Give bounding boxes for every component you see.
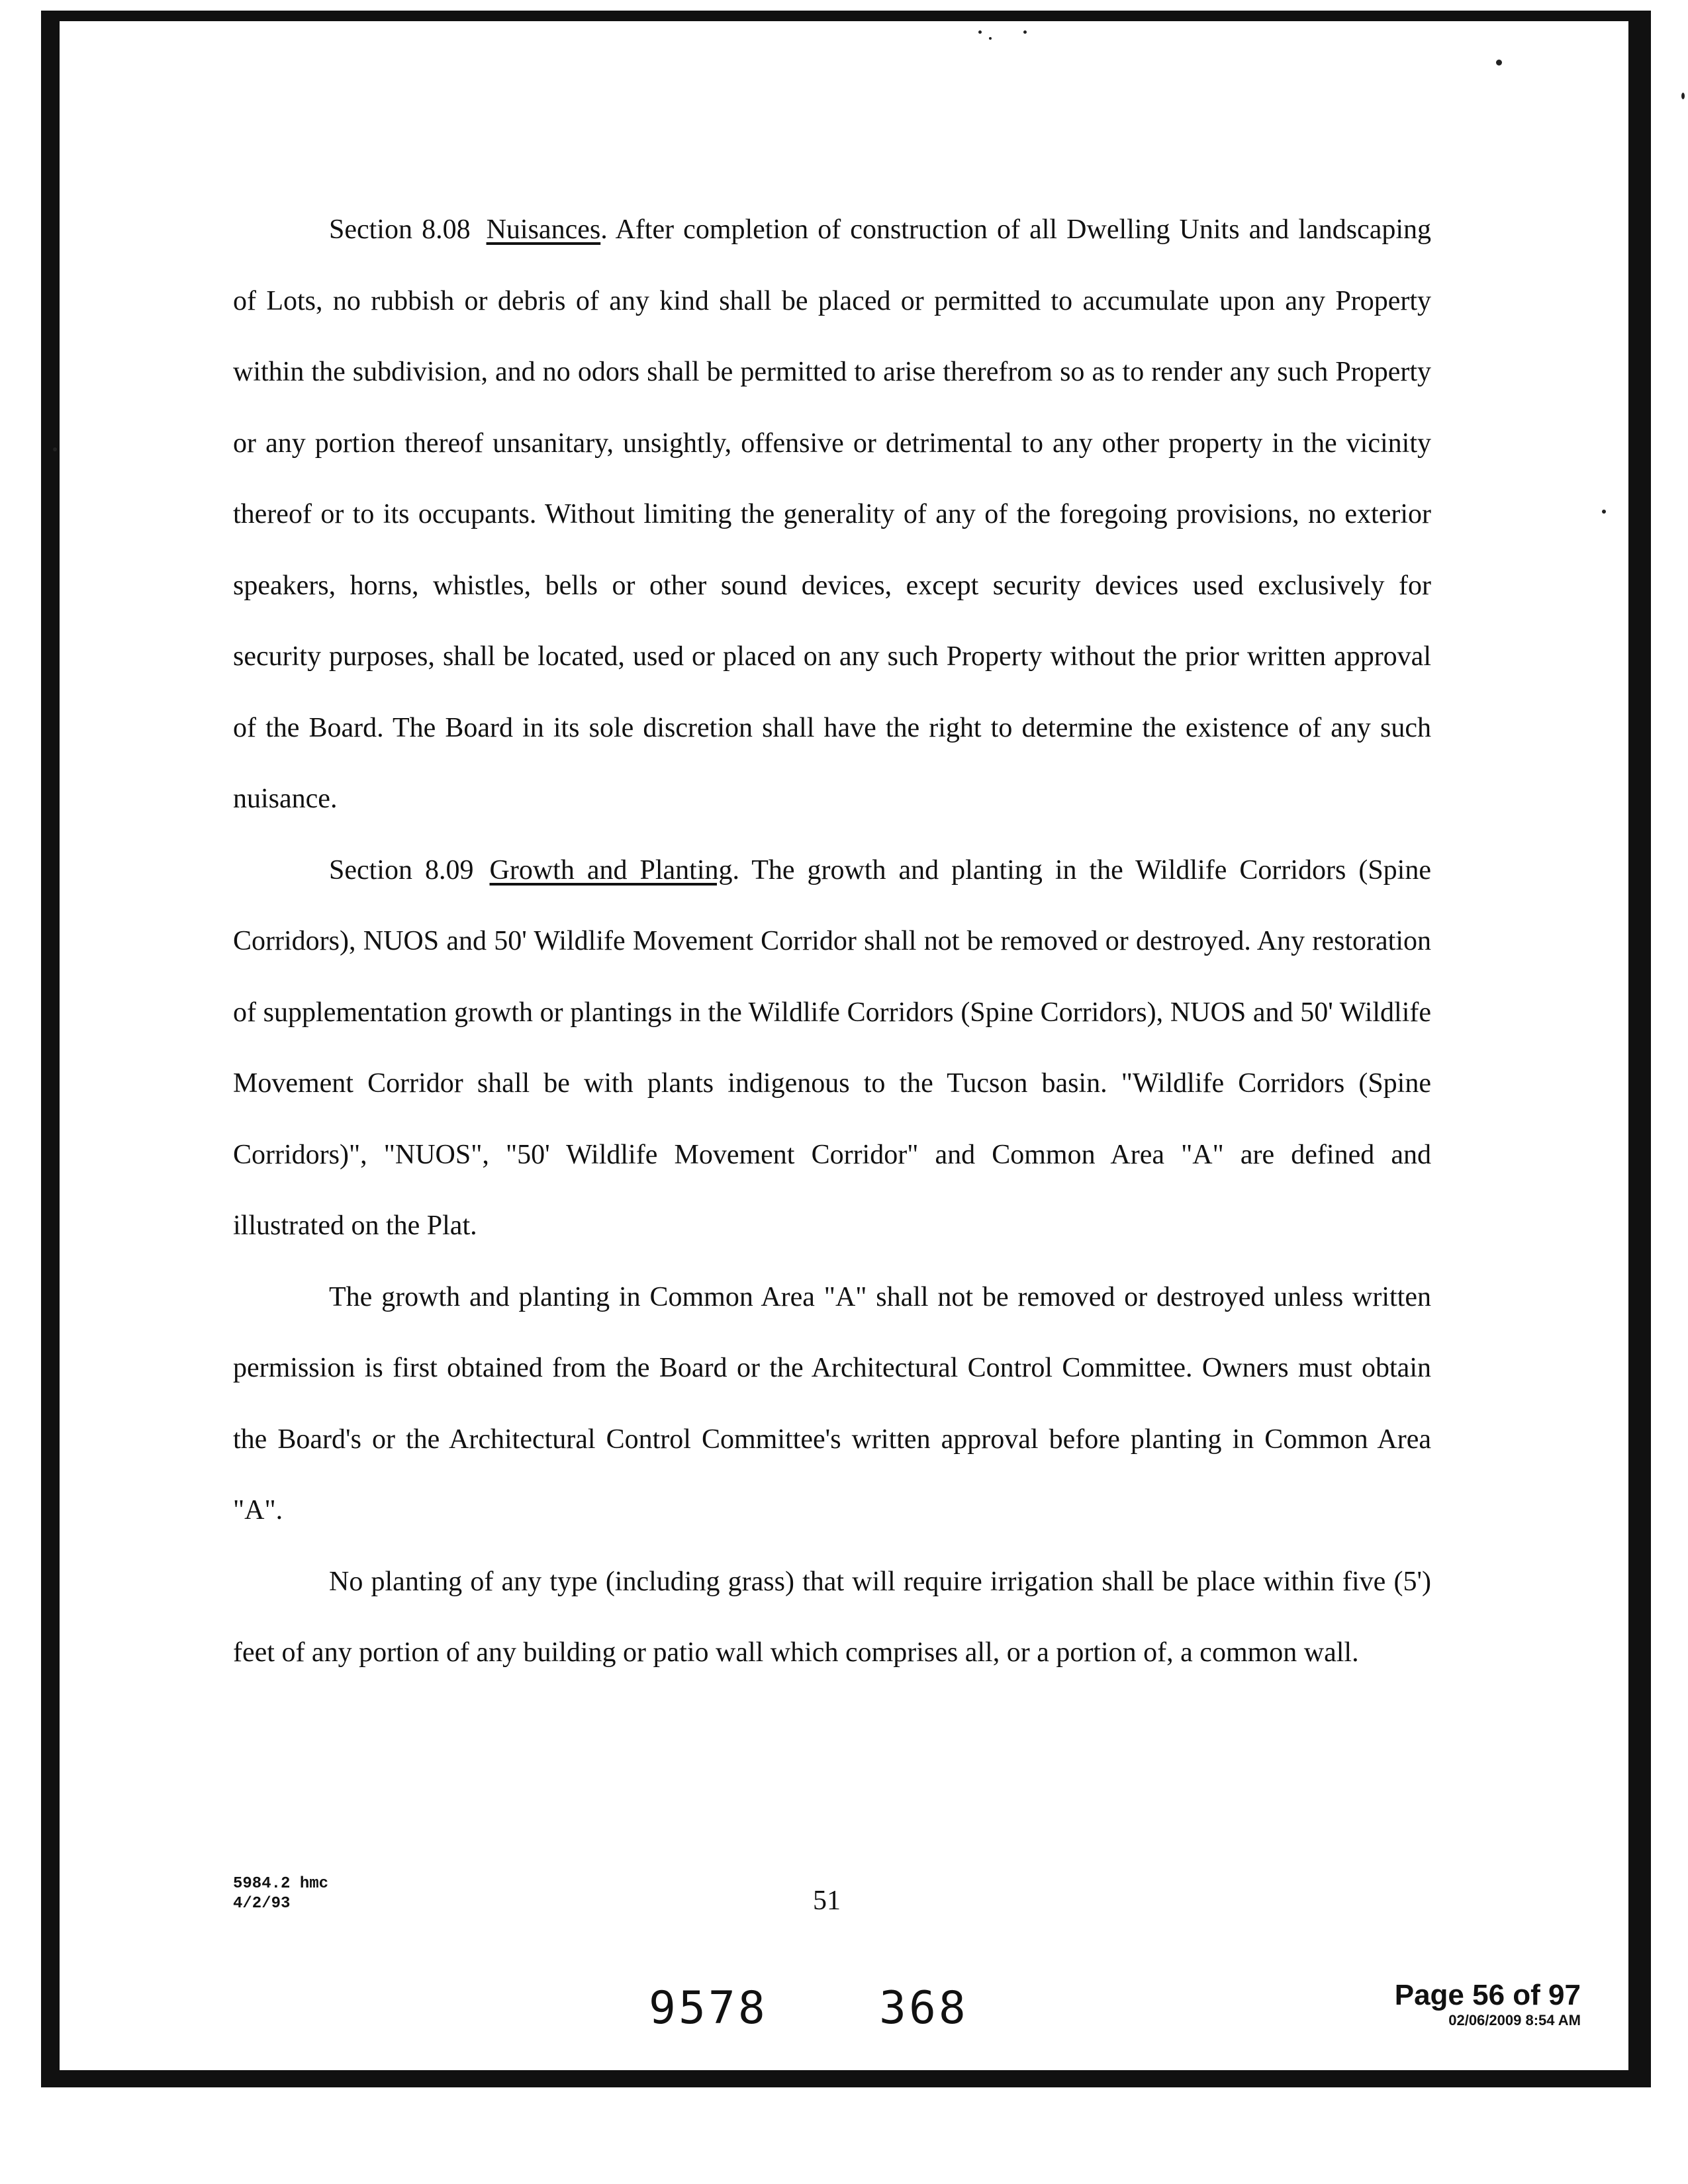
section-8-09-number: Section 8.09 xyxy=(329,854,474,886)
page-count-stamp xyxy=(1395,1979,1581,2029)
document-body xyxy=(233,195,1431,1689)
section-8-08-number: Section 8.08 xyxy=(329,214,471,245)
section-8-09-paragraph xyxy=(233,835,1431,1262)
section-8-08-text: . After completion of construction of all Dwelling Units and landscaping of Lots, no rubbish or debris of any kind shall be placed or permitted to accumulate upon any Property within the subdivision, and no odors shall be permitted to arise therefrom so as to render any such Property or any portion thereof unsanitary, unsightly, offensive or detrimental to any other property in the vicinity thereof or to its occupants. Without limiting the generality of any of the foregoing provisions, no exterior speakers, horns, whistles, bells or other sound devices, except security devices used exclusively for security purposes, shall be located, used or placed on any such Property without the prior written approval of the Board. The Board in its sole discretion shall have the right to determine the existence of any such nuisance. xyxy=(233,214,1432,814)
section-8-08-paragraph xyxy=(233,195,1431,835)
section-8-09-title: Growth and Planting xyxy=(489,854,733,886)
section-8-09-text: . The growth and planting in the Wildlife Corridors (Spine Corridors), NUOS and 50' Wildlife Movement Corridor shall not be removed or destroyed. Any restoration of supplementation growth or plantings in the Wildlife Corridors (Spine Corridors), NUOS and 50' Wildlife Movement Corridor shall be with plants indigenous to the Tucson basin. "Wildlife Corridors (Spine Corridors)", "NUOS", "50' Wildlife Movement Corridor" and Common Area "A" are defined and illustrated on the Plat. xyxy=(233,854,1431,1241)
scan-speck xyxy=(978,30,982,34)
recorder-book-number: 9578 xyxy=(649,1982,768,2034)
document-code: 5984.2 hmc xyxy=(233,1875,329,1893)
recorder-page-number: 368 xyxy=(879,1982,968,2034)
page-number: 51 xyxy=(813,1886,841,1916)
scan-speck xyxy=(989,37,992,40)
section-8-08-title: Nuisances xyxy=(486,214,601,245)
irrigation-paragraph: No planting of any type (including grass) that will require irrigation shall be place within five (5') feet of any portion of any building or patio wall which comprises all, or a portion of, a common wall. xyxy=(233,1566,1431,1668)
document-code-block xyxy=(233,1874,328,1914)
stamp-page-count: Page 56 of 97 xyxy=(1394,1979,1581,2011)
scan-speck xyxy=(1602,510,1606,514)
stamp-datetime: 02/06/2009 8:54 AM xyxy=(1448,2012,1581,2028)
document-date: 4/2/93 xyxy=(233,1895,291,1913)
scan-speck xyxy=(1023,30,1027,34)
scan-speck xyxy=(53,447,57,451)
scan-speck xyxy=(1496,60,1502,66)
scan-speck xyxy=(1681,93,1685,99)
common-area-paragraph: The growth and planting in Common Area "A" shall not be removed or destroyed unless written permission is first obtained from the Board or the Architectural Control Committee. Owners must obtain the Board's or the Architectural Control Committee's written approval before planting in Common Area "A". xyxy=(233,1281,1431,1525)
